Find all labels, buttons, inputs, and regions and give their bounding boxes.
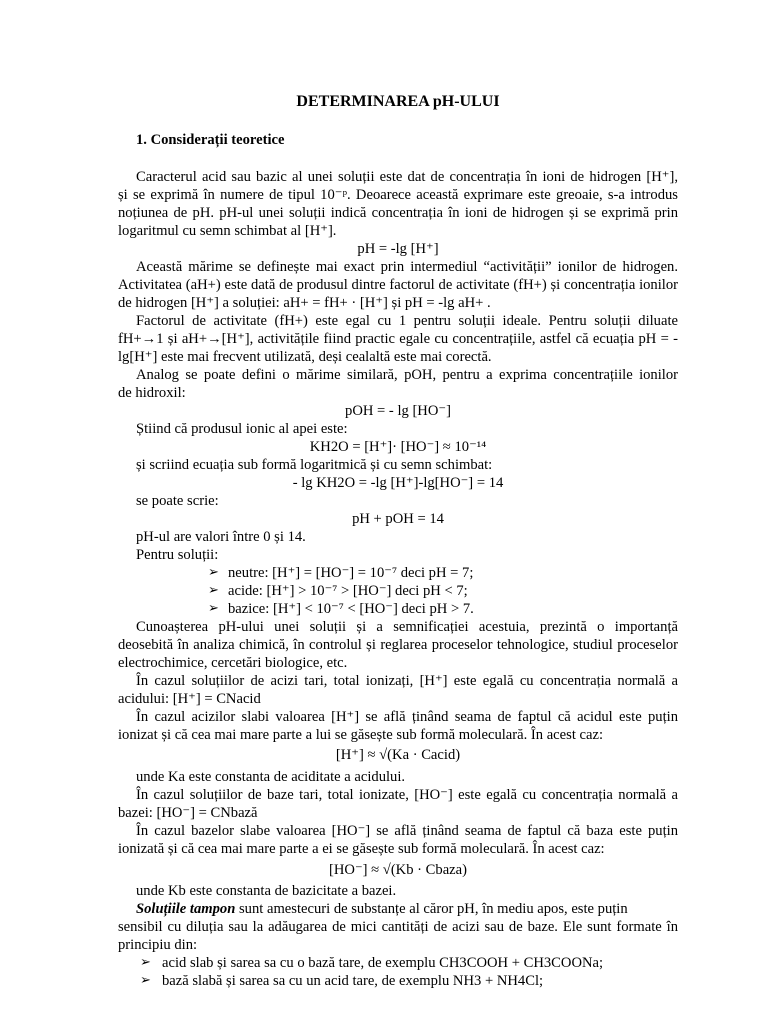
paragraph-line: Pentru soluții: (136, 547, 219, 563)
term-bold: Soluțiile tampon (136, 901, 236, 917)
paragraph-line: Factorul de activitate (fH+) este egal cu 1 pentru soluții ideale. Pentru soluții diluate (136, 313, 678, 329)
paragraph-line: ionizat și că cea mai mare parte a lui se găsește sub formă moleculară. În acest caz: (118, 727, 604, 743)
list-item: bazice: [H⁺] < 10⁻⁷ < [HO⁻] deci pH > 7. (228, 601, 474, 617)
paragraph-line: lg[H⁺] este mai frecvent utilizată, deși cealaltă este mai corectă. (118, 349, 492, 365)
paragraph-line: Știind că produsul ionic al apei este: (136, 421, 348, 437)
list-item: bază slabă și sarea sa cu un acid tare, de exemplu NH3 + NH4Cl; (162, 973, 544, 989)
paragraph-line: principiu din: (118, 937, 198, 953)
paragraph-line: sunt amestecuri de substanțe al căror pH, în mediu apos, este puțin (239, 901, 628, 917)
list-item: acid slab și sarea sa cu o bază tare, de exemplu CH3COOH + CH3COONa; (162, 955, 604, 971)
equation: KH2O = [H⁺]· [HO⁻] ≈ 10⁻¹⁴ (309, 439, 487, 455)
paragraph-line: unde Kb este constanta de bazicitate a bazei. (136, 883, 397, 899)
paragraph-line: În cazul soluțiilor de baze tari, total ionizate, [HO⁻] este egală cu concentrația normală a (136, 787, 678, 803)
bullet-icon: ➢ (208, 564, 219, 579)
list-item: neutre: [H⁺] = [HO⁻] = 10⁻⁷ deci pH = 7; (228, 565, 474, 581)
paragraph-line: și se exprimă în numere de tipul 10⁻ᵖ. Deoarece această exprimare este greoaie, s-a introdus (118, 187, 678, 203)
paragraph-line: Caracterul acid sau bazic al unei soluții este dat de concentrația în ioni de hidrogen [H⁺], (136, 169, 678, 185)
paragraph-line: electrochimice, cercetări biologice, etc. (118, 655, 348, 671)
equation: - lg KH2O = -lg [H⁺]-lg[HO⁻] = 14 (292, 475, 504, 491)
paragraph-line: Analog se poate defini o mărime similară, pOH, pentru a exprima concentrațiile ionilor (136, 367, 678, 383)
paragraph-line: se poate scrie: (136, 493, 219, 509)
paragraph-line: Această mărime se definește mai exact prin intermediul “activității” ionilor de hidrogen. (136, 259, 678, 275)
paragraph-line: deosebită în analiza chimică, în controlul și reglarea proceselor tehnologice, studiul proceselor (118, 637, 678, 653)
equation: [HO⁻] ≈ √(Kb · Cbaza) (329, 862, 467, 878)
bullet-icon: ➢ (140, 954, 151, 969)
equation: [H⁺] ≈ √(Ka · Cacid) (335, 747, 461, 763)
page-title: DETERMINAREA pH-ULUI (296, 93, 500, 110)
paragraph-line: Activitatea (aH+) este dată de produsul dintre factorul de activitate (fH+) și concentrația ionilor (118, 277, 678, 293)
paragraph-line: și scriind ecuația sub formă logaritmică și cu semn schimbat: (136, 457, 493, 473)
paragraph-line: unde Ka este constanta de aciditate a acidului. (136, 769, 406, 785)
paragraph-line: de hidrogen [H⁺] a soluției: aH+ = fH+ · [H⁺] și pH = -lg aH+ . (118, 295, 491, 311)
bullet-icon: ➢ (208, 582, 219, 597)
bullet-icon: ➢ (140, 972, 151, 987)
paragraph-line: sensibil cu diluția sau la adăugarea de mici cantități de acizi sau de baze. Ele sunt formate în (118, 919, 678, 935)
bullet-icon: ➢ (208, 600, 219, 615)
paragraph-line: logaritmul cu semn schimbat al [H⁺]. (118, 223, 337, 239)
paragraph-line: În cazul acizilor slabi valoarea [H⁺] se află ținând seama de faptul că acidul este puțin (136, 709, 678, 725)
list-item: acide: [H⁺] > 10⁻⁷ > [HO⁻] deci pH < 7; (228, 583, 468, 599)
paragraph-line: ionizată și că cea mai mare parte a ei se găsește sub formă moleculară. În acest caz: (118, 841, 605, 857)
paragraph-line: bazei: [HO⁻] = CNbază (118, 805, 258, 821)
term-heading (136, 900, 628, 918)
paragraph-line: acidului: [H⁺] = CNacid (118, 691, 261, 707)
paragraph-line: Cunoașterea pH-ului unei soluții și a semnificației acestuia, prezintă o importanță (136, 619, 678, 635)
paragraph-line: pH-ul are valori între 0 și 14. (136, 529, 306, 545)
equation: pH = -lg [H⁺] (357, 241, 439, 257)
equation: pH + pOH = 14 (352, 511, 444, 527)
section-heading: 1. Considerații teoretice (136, 132, 285, 148)
paragraph-line: noțiunea de pH. pH-ul unei soluții indică concentrația în ioni de hidrogen și se exprimă prin (118, 205, 678, 221)
paragraph-line: În cazul bazelor slabe valoarea [HO⁻] se află ținând seama de faptul că baza este puțin (136, 823, 678, 839)
paragraph-line: fH+→1 și aH+→[H⁺], activitățile fiind practic egale cu concentrațiile, astfel că ecuația pH = - (118, 331, 678, 347)
paragraph-line: de hidroxil: (118, 385, 186, 401)
paragraph-line: În cazul soluțiilor de acizi tari, total ionizați, [H⁺] este egală cu concentrația normală a (136, 673, 678, 689)
equation: pOH = - lg [HO⁻] (345, 403, 451, 419)
